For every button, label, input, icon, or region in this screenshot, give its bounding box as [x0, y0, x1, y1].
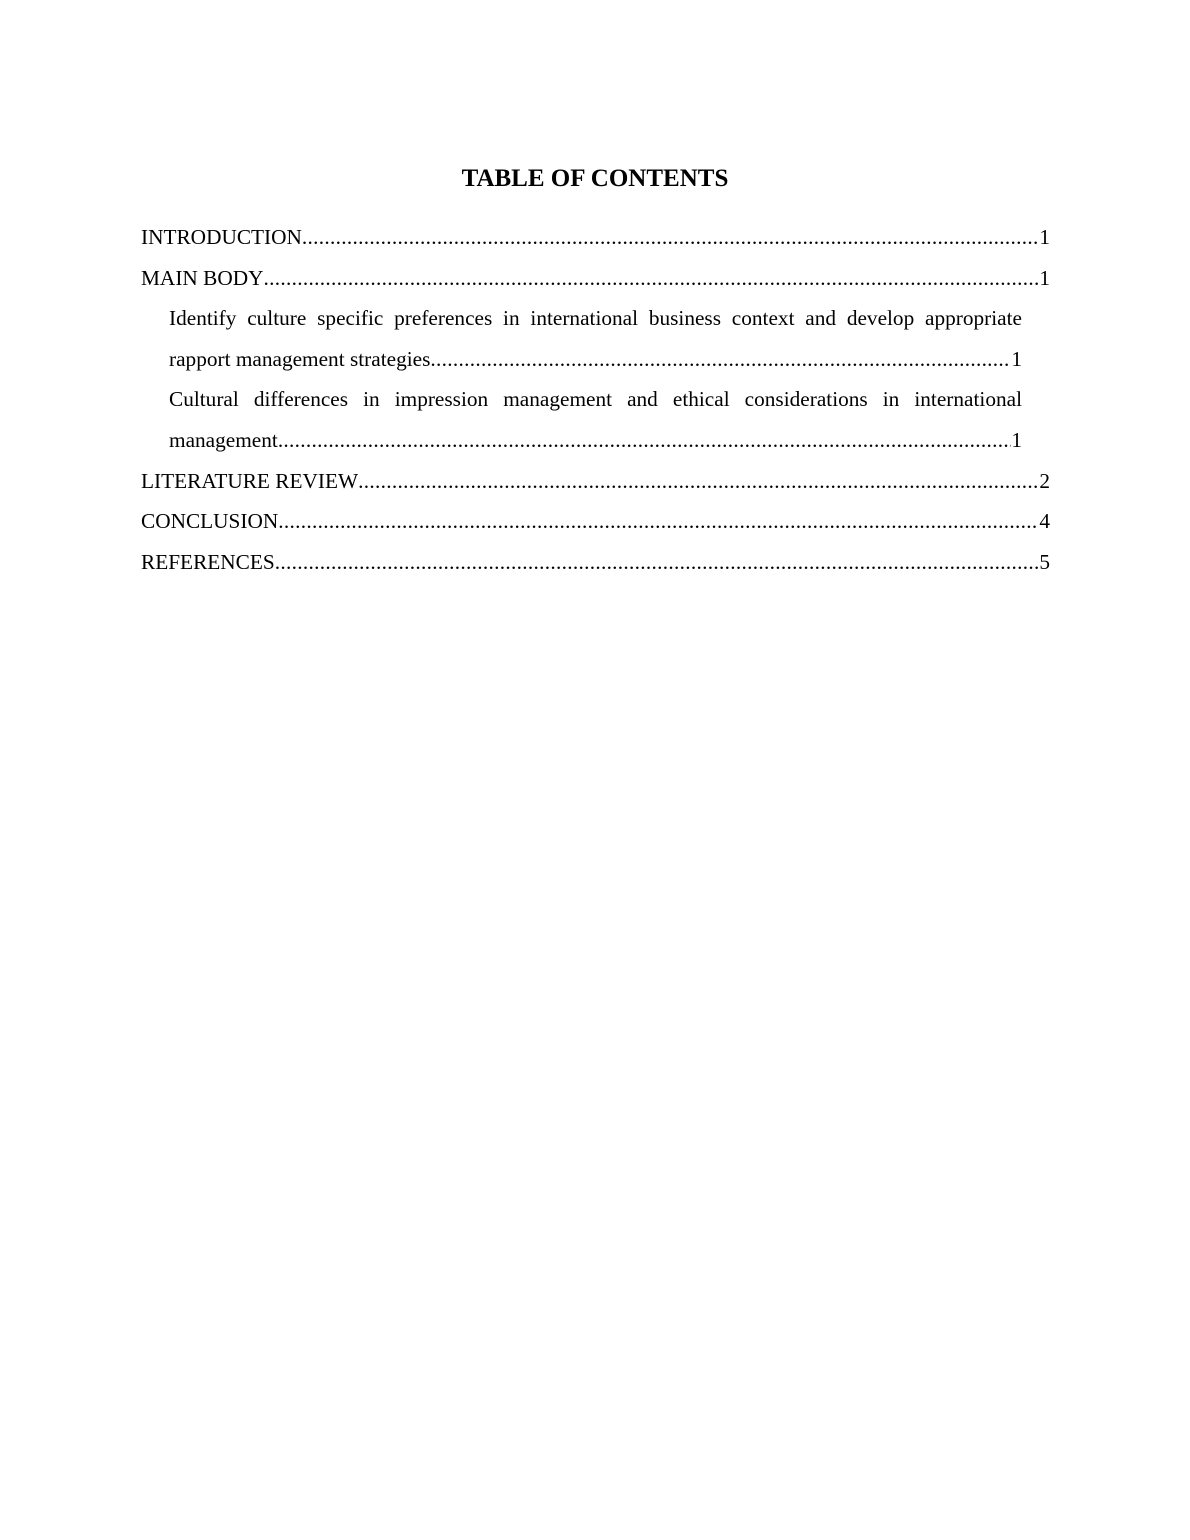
toc-page-number: 1 [1011, 427, 1022, 452]
toc-entry-impression-management[interactable] [169, 379, 1050, 460]
toc-list [141, 217, 1050, 582]
toc-leader-dots [263, 258, 1039, 299]
toc-page-number: 4 [1039, 509, 1050, 534]
toc-page-number: 1 [1039, 225, 1050, 249]
toc-leader-dots [430, 339, 1011, 380]
toc-leader-dots [275, 542, 1040, 583]
toc-leader-dots [278, 420, 1012, 461]
toc-entry-label: CONCLUSION [141, 509, 279, 534]
toc-entry-label-line1: Identify culture specific preferences in international business context and develop appropriate [169, 306, 1022, 331]
toc-title: TABLE OF CONTENTS [461, 165, 729, 192]
toc-entry-literature-review[interactable] [141, 461, 1050, 502]
toc-page-number: 2 [1039, 468, 1050, 493]
toc-leader-dots [278, 501, 1039, 542]
toc-entry-label: management [169, 427, 278, 452]
toc-entry-label: INTRODUCTION [141, 225, 302, 249]
toc-page-number: 1 [1039, 265, 1050, 290]
toc-page-number: 5 [1039, 549, 1050, 574]
toc-entry-references[interactable] [141, 542, 1050, 583]
toc-entry-label: rapport management strategies [169, 346, 431, 371]
toc-leader-dots [302, 217, 1039, 258]
toc-entry-culture-preferences[interactable] [169, 298, 1050, 379]
toc-leader-dots [358, 461, 1039, 502]
toc-entry-label: REFERENCES [141, 549, 275, 574]
toc-entry-label: MAIN BODY [141, 265, 264, 290]
toc-entry-conclusion[interactable] [141, 501, 1050, 542]
toc-entry-label-line1: Cultural differences in impression management and ethical considerations in international [169, 387, 1022, 412]
toc-entry-label: LITERATURE REVIEW [141, 468, 359, 493]
toc-entry-introduction[interactable] [141, 217, 1050, 258]
toc-entry-main-body[interactable] [141, 258, 1050, 299]
toc-page-number: 1 [1011, 346, 1022, 371]
